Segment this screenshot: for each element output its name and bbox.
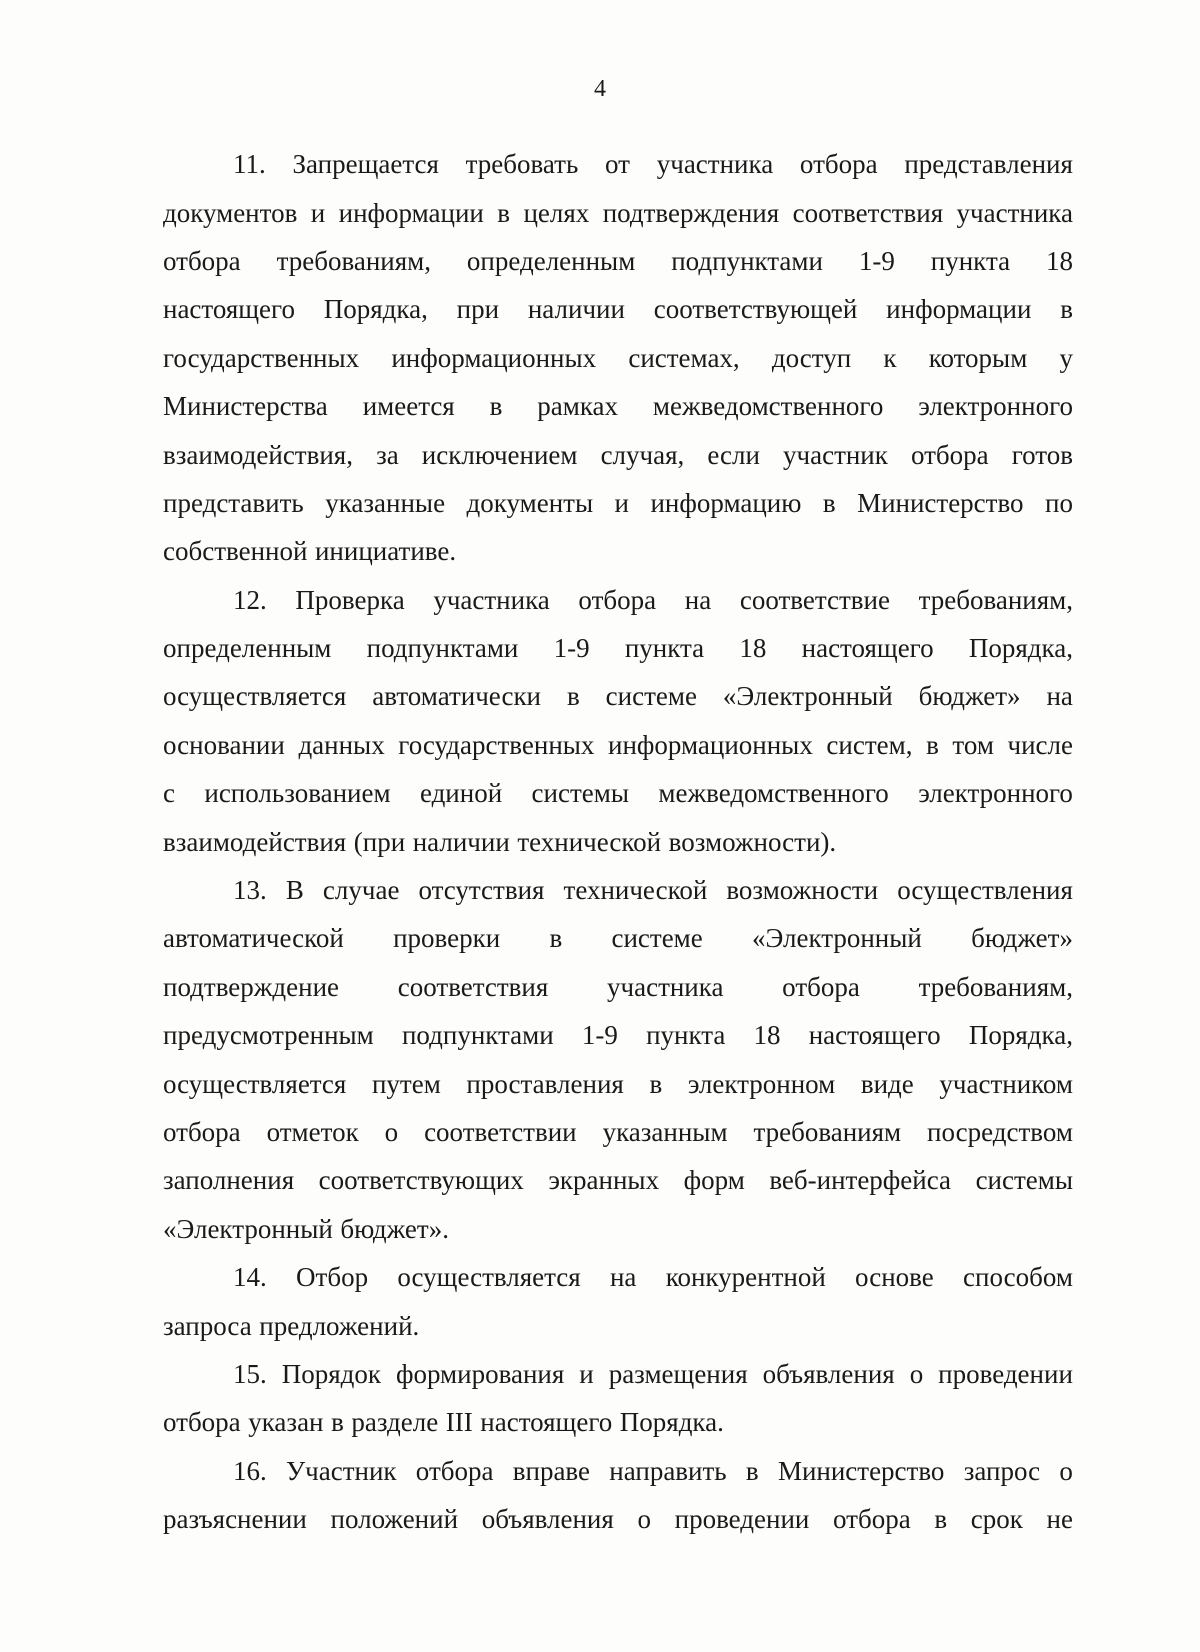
text-line: взаимодействия (при наличии технической возможности). [163, 826, 837, 857]
text-line: представить указанные документы и информацию в Министерство по [163, 487, 1073, 518]
text-line: 15. Порядок формирования и размещения объявления о проведении [233, 1358, 1073, 1389]
text-line: «Электронный бюджет». [163, 1213, 449, 1244]
paragraph-11 [163, 140, 1073, 576]
paragraph-16 [163, 1447, 1073, 1544]
text-line: 16. Участник отбора вправе направить в Министерство запрос о [233, 1455, 1073, 1486]
text-line: отбора указан в разделе III настоящего Порядка. [163, 1407, 724, 1438]
text-line: документов и информации в целях подтверждения соответствия участника [163, 197, 1073, 228]
text-line: с использованием единой системы межведомственного электронного [163, 778, 1073, 809]
text-line: предусмотренным подпунктами 1-9 пункта 18 настоящего Порядка, [163, 1020, 1073, 1051]
paragraph-15 [163, 1350, 1073, 1447]
text-line: определенным подпунктами 1-9 пункта 18 настоящего Порядка, [163, 633, 1073, 664]
text-line: 11. Запрещается требовать от участника отбора представления [233, 149, 1073, 180]
paragraph-13 [163, 866, 1073, 1253]
text-line: 12. Проверка участника отбора на соответствие требованиям, [233, 584, 1073, 615]
text-line: осуществляется путем проставления в электронном виде участником [163, 1068, 1073, 1099]
document-body [163, 140, 1073, 1543]
text-line: заполнения соответствующих экранных форм веб-интерфейса системы [163, 1165, 1073, 1196]
text-line: взаимодействия, за исключением случая, если участник отбора готов [163, 439, 1073, 470]
text-line: отбора отметок о соответствии указанным требованиям посредством [163, 1117, 1073, 1147]
page-number: 4 [594, 76, 606, 102]
text-line: настоящего Порядка, при наличии соответствующей информации в [163, 294, 1073, 325]
text-line: государственных информационных системах, доступ к которым у [163, 342, 1073, 373]
text-line: 14. Отбор осуществляется на конкурентной основе способом [233, 1262, 1073, 1293]
text-line: запроса предложений. [163, 1310, 420, 1341]
text-line: разъяснении положений объявления о проведении отбора в срок не [163, 1504, 1073, 1535]
paragraph-14 [163, 1253, 1073, 1350]
paragraph-12 [163, 576, 1073, 866]
text-line: подтверждение соответствия участника отбора требованиям, [163, 971, 1073, 1002]
text-line: 13. В случае отсутствия технической возможности осуществления [233, 875, 1073, 906]
text-line: отбора требованиям, определенным подпунктами 1-9 пункта 18 [163, 245, 1073, 276]
text-line: Министерства имеется в рамках межведомственного электронного [163, 391, 1073, 422]
text-line: основании данных государственных информационных систем, в том числе [163, 729, 1073, 760]
text-line: автоматической проверки в системе «Электронный бюджет» [163, 923, 1073, 954]
text-line: осуществляется автоматически в системе «Электронный бюджет» на [163, 681, 1073, 712]
text-line: собственной инициативе. [163, 536, 457, 567]
